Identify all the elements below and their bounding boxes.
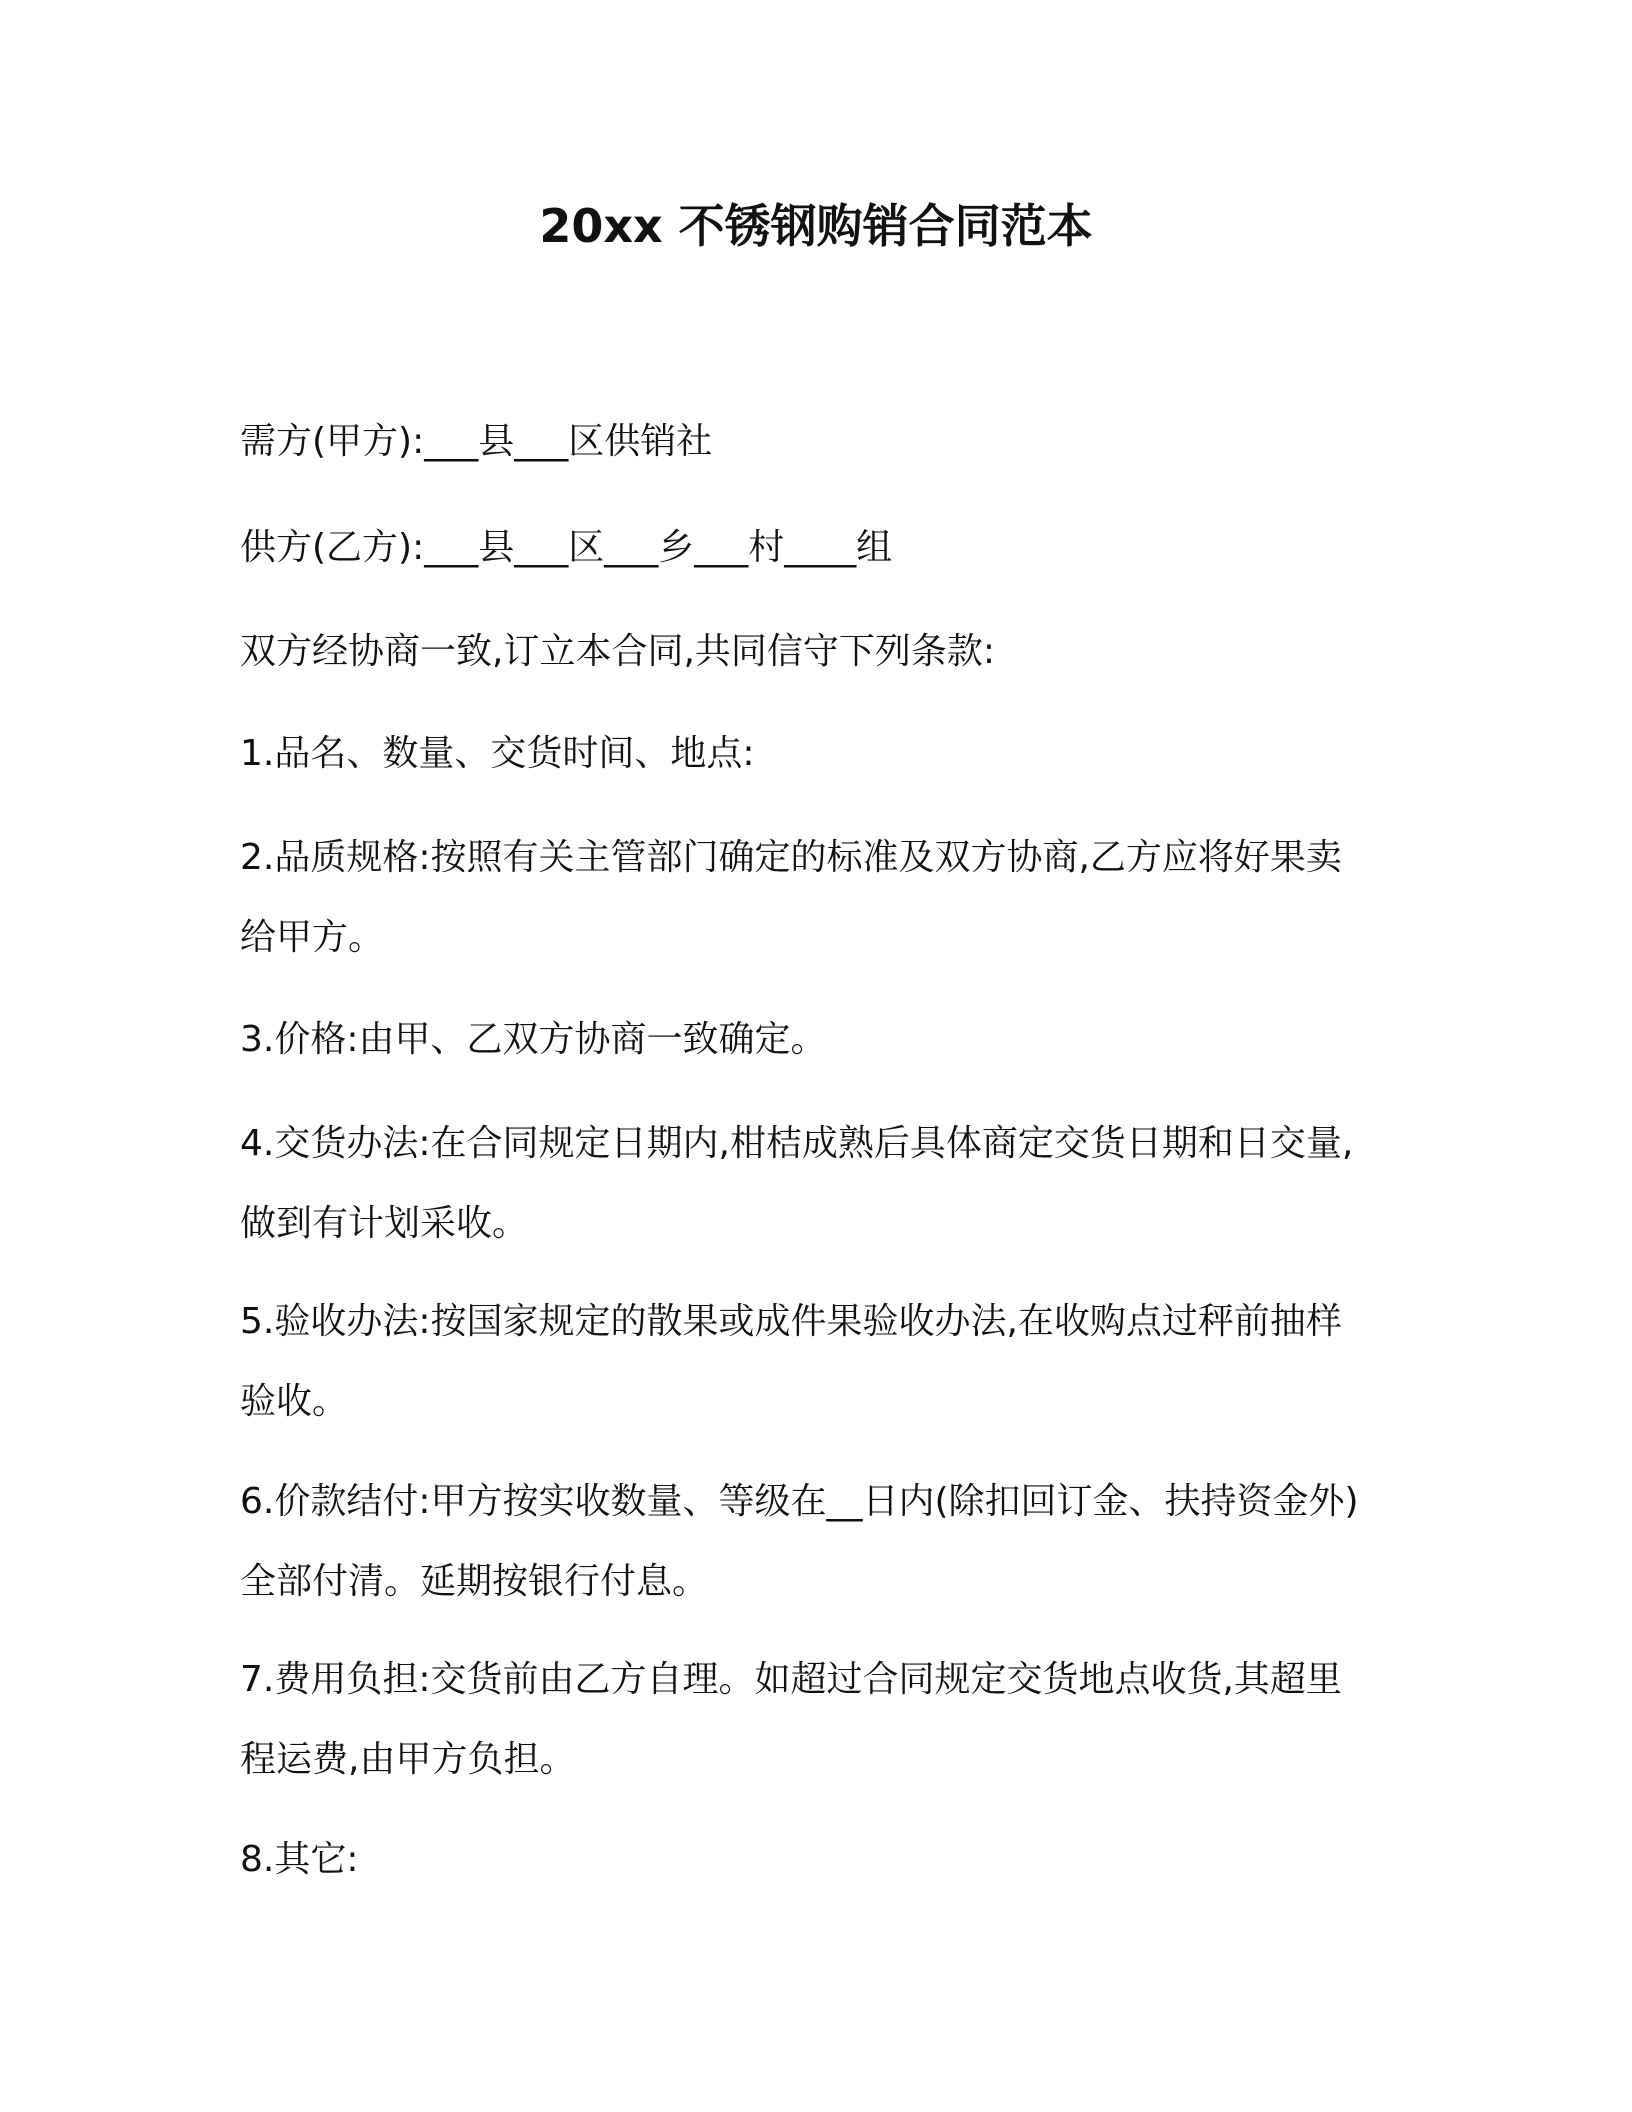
clause-8: [240, 1820, 1400, 1900]
party-a-line: [240, 402, 1400, 482]
text-line: 双方经协商一致,订立本合同,共同信守下列条款:: [240, 631, 996, 672]
clause-2: [240, 818, 1400, 978]
text-line: 5.验收办法:按国家规定的散果或成件果验收办法,在收购点过秤前抽样: [240, 1301, 1342, 1342]
text-line: 验收。: [240, 1381, 349, 1422]
agreement-intro: [240, 612, 1400, 692]
text-line: 6.价款结付:甲方按实收数量、等级在__日内(除扣回订金、扶持资金外): [240, 1481, 1359, 1522]
clause-7: [240, 1640, 1400, 1800]
clause-5: [240, 1282, 1400, 1442]
text-line: 给甲方。: [240, 917, 385, 958]
text-line: 4.交货办法:在合同规定日期内,柑桔成熟后具体商定交货日期和日交量,: [240, 1123, 1354, 1164]
text-line: 1.品名、数量、交货时间、地点:: [240, 733, 755, 774]
document-title: 20xx 不锈钢购销合同范本: [539, 199, 1093, 253]
text-line: 做到有计划采收。: [240, 1203, 529, 1244]
clause-6: [240, 1462, 1400, 1622]
text-line: 全部付清。延期按银行付息。: [240, 1561, 709, 1602]
text-line: 3.价格:由甲、乙双方协商一致确定。: [240, 1019, 827, 1060]
text-line: 需方(甲方):___县___区供销社: [240, 421, 713, 462]
text-line: 8.其它:: [240, 1839, 359, 1880]
text-line: 程运费,由甲方负担。: [240, 1739, 576, 1780]
text-line: 7.费用负担:交货前由乙方自理。如超过合同规定交货地点收货,其超里: [240, 1659, 1342, 1700]
clause-1: [240, 714, 1400, 794]
text-line: 供方(乙方):___县___区___乡___村____组: [240, 527, 893, 568]
clause-4: [240, 1104, 1400, 1264]
party-b-line: [240, 508, 1400, 588]
clause-3: [240, 1000, 1400, 1080]
text-line: 2.品质规格:按照有关主管部门确定的标准及双方协商,乙方应将好果卖: [240, 837, 1342, 878]
